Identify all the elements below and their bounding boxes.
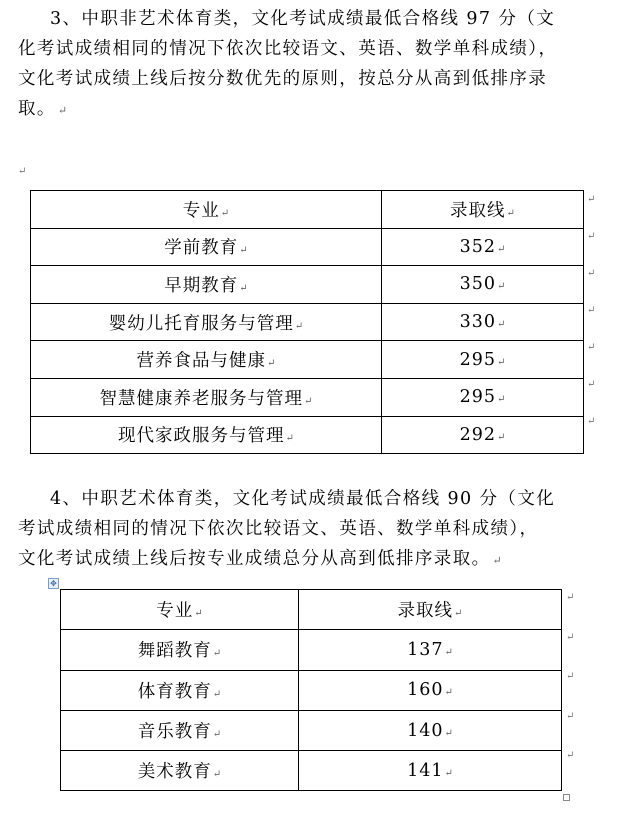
empty-paragraph-mark: ↵ — [18, 166, 27, 177]
cell-cutoff: 295↵ — [382, 378, 584, 416]
para3-line-4: 取。 ↵ — [18, 99, 68, 119]
cell-cutoff: 141↵ — [299, 751, 562, 791]
table-majors-non-art — [30, 190, 584, 454]
column-header-cutoff: 录取线↵ — [299, 590, 562, 630]
row-end-mark: ↵ — [587, 416, 596, 427]
table-row — [31, 266, 584, 304]
row-end-mark: ↵ — [587, 194, 596, 205]
cell-major: 营养食品与健康↵ — [31, 341, 382, 379]
column-header-major: 专业↵ — [61, 590, 299, 630]
table-row — [31, 416, 584, 454]
table-row — [31, 341, 584, 379]
cell-cutoff: 350↵ — [382, 266, 584, 304]
paragraph-mark: ↵ — [492, 554, 502, 567]
para4-line-3: 文化考试成绩上线后按专业成绩总分从高到低排序录取。 ↵ — [18, 549, 502, 569]
row-end-mark: ↵ — [566, 750, 575, 761]
cell-major: 现代家政服务与管理↵ — [31, 416, 382, 454]
para3-line-1: 3、中职非艺术体育类，文化考试成绩最低合格线 97 分（文 — [50, 9, 556, 29]
row-end-mark: ↵ — [566, 592, 575, 603]
paragraph-3 — [18, 4, 612, 126]
para4-line-1: 4、中职艺术体育类，文化考试成绩最低合格线 90 分（文化 — [50, 489, 556, 509]
table-majors-art-sports — [60, 589, 562, 791]
table-row — [61, 630, 562, 670]
row-end-mark: ↵ — [587, 342, 596, 353]
table-header-row — [31, 191, 584, 229]
cell-cutoff: 295↵ — [382, 341, 584, 379]
row-end-mark: ↵ — [566, 711, 575, 722]
row-end-mark: ↵ — [587, 268, 596, 279]
cell-cutoff: 160↵ — [299, 670, 562, 710]
table-header-row — [61, 590, 562, 630]
table-row — [61, 751, 562, 791]
row-end-mark: ↵ — [587, 231, 596, 242]
paragraph-mark: ↵ — [57, 104, 68, 117]
row-end-mark: ↵ — [566, 632, 575, 643]
table-row — [31, 303, 584, 341]
table-resize-handle[interactable] — [563, 794, 570, 801]
cell-major: 音乐教育↵ — [61, 710, 299, 750]
cell-major: 早期教育↵ — [31, 266, 382, 304]
column-header-cutoff: 录取线↵ — [382, 191, 584, 229]
row-end-mark: ↵ — [587, 305, 596, 316]
cell-cutoff: 330↵ — [382, 303, 584, 341]
cell-major: 婴幼儿托育服务与管理↵ — [31, 303, 382, 341]
paragraph-4 — [18, 484, 612, 576]
table-move-handle-icon[interactable]: ✥ — [48, 578, 59, 589]
cell-major: 舞蹈教育↵ — [61, 630, 299, 670]
para3-line-2: 化考试成绩相同的情况下依次比较语文、英语、数学单科成绩）， — [18, 39, 558, 59]
cell-major: 体育教育↵ — [61, 670, 299, 710]
cell-major: 智慧健康养老服务与管理↵ — [31, 378, 382, 416]
cell-cutoff: 137↵ — [299, 630, 562, 670]
table-row — [31, 378, 584, 416]
cell-cutoff: 140↵ — [299, 710, 562, 750]
para3-line-3: 文化考试成绩上线后按分数优先的原则，按总分从高到低排序录 — [18, 69, 548, 89]
row-end-mark: ↵ — [587, 379, 596, 390]
table-row — [61, 710, 562, 750]
cell-major: 学前教育↵ — [31, 228, 382, 266]
row-end-mark: ↵ — [566, 671, 575, 682]
table-row — [31, 228, 584, 266]
cell-cutoff: 352↵ — [382, 228, 584, 266]
column-header-major: 专业↵ — [31, 191, 382, 229]
cell-cutoff: 292↵ — [382, 416, 584, 454]
para4-line-2: 考试成绩相同的情况下依次比较语文、英语、数学单科成绩）， — [18, 519, 539, 539]
table-row — [61, 670, 562, 710]
cell-major: 美术教育↵ — [61, 751, 299, 791]
